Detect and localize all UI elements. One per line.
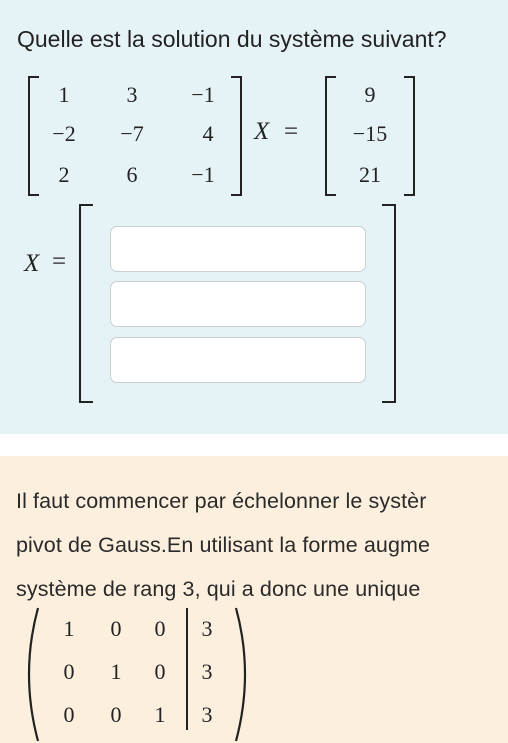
vector-cell: 9 (364, 82, 376, 107)
variable-x: X (254, 118, 270, 145)
answer-input-x2[interactable] (110, 281, 366, 327)
matrix-cell: 2 (58, 162, 70, 187)
matrix-cell: 3 (126, 82, 138, 107)
augmented-left-paren (16, 606, 42, 743)
augmented-cell: 0 (63, 702, 75, 727)
matrix-cell: −2 (52, 121, 76, 146)
answer-input-x3[interactable] (110, 337, 366, 383)
hint-line-3: système de rang 3, qui a donc une unique (16, 577, 421, 601)
augmented-cell: 0 (154, 616, 166, 641)
augmented-cell: 1 (110, 659, 122, 684)
augmented-cell: 0 (154, 659, 166, 684)
equals-sign: = (284, 118, 299, 145)
augmented-cell: 0 (63, 659, 75, 684)
matrix-right-bracket (231, 76, 242, 196)
matrix-cell: 1 (58, 82, 70, 107)
augmented-right-paren (232, 606, 258, 743)
matrix-cell: 4 (202, 121, 214, 146)
augmented-cell: 3 (201, 702, 213, 727)
answer-equals-sign: = (52, 248, 67, 275)
matrix-cell: −7 (120, 121, 144, 146)
augmented-cell: 1 (154, 702, 166, 727)
answer-left-bracket (79, 204, 93, 403)
hint-line-1: Il faut commencer par échelonner le systèr (16, 489, 427, 513)
matrix-cell: −1 (191, 162, 215, 187)
answer-variable-x: X (24, 250, 40, 277)
matrix-cell: 6 (126, 162, 138, 187)
hint-panel (0, 456, 508, 743)
answer-right-bracket (382, 204, 396, 403)
matrix-cell: −1 (191, 82, 215, 107)
hint-line-2: pivot de Gauss.En utilisant la forme augme (16, 533, 431, 557)
vector-cell: 21 (359, 162, 381, 187)
augmented-cell: 3 (201, 616, 213, 641)
augmented-cell: 0 (110, 702, 122, 727)
vector-cell: −15 (352, 121, 388, 146)
answer-input-x1[interactable] (110, 226, 366, 272)
rhs-vector (325, 76, 415, 194)
panel-divider (0, 434, 508, 456)
augmented-cell: 1 (63, 616, 75, 641)
augmented-separator (186, 608, 188, 730)
vector-right-bracket (404, 76, 415, 196)
augmented-cell: 3 (201, 659, 213, 684)
question-title: Quelle est la solution du système suivant? (17, 26, 447, 52)
coefficient-matrix (28, 76, 242, 194)
augmented-cell: 0 (110, 616, 122, 641)
